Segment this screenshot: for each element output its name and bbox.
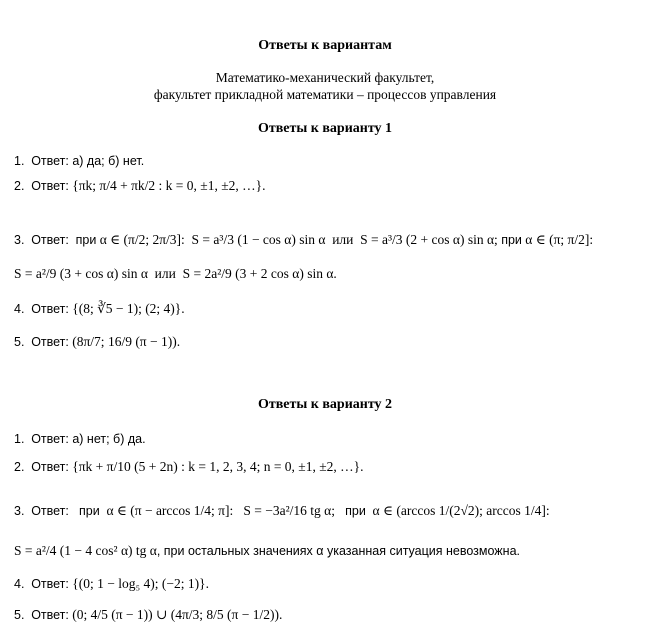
faculty-line-2: факультет прикладной математики – процессов управления [153, 87, 497, 102]
v2-a2-label: Ответ: [31, 460, 69, 474]
v2-a1-text: Ответ: а) нет; б) да. [31, 432, 146, 446]
v1-answer-5 [14, 334, 180, 350]
v1-a3-ili: или [332, 232, 354, 247]
v2-a1-num: 1. [14, 432, 25, 446]
v2-a3-math1: α ∈ (π − arccos 1/4; π]: [106, 503, 234, 518]
v2-answer-3-cont [14, 543, 520, 559]
v1-answer-2 [14, 178, 265, 194]
v2-answer-3 [14, 503, 550, 519]
v1-a4-num: 4. [14, 302, 25, 316]
v2-a3-pri2: при [345, 504, 366, 518]
v1-a3-math3: S = a³/3 (2 + cos α) sin α; [360, 232, 498, 247]
v1-a5-label: Ответ: [31, 335, 69, 349]
v1-answer-1 [14, 153, 144, 169]
v2-answer-2 [14, 459, 363, 475]
v1-a3c-math2: S = 2a²/9 (3 + 2 cos α) sin α. [182, 266, 337, 281]
variant2-title: Ответы к варианту 2 [257, 397, 393, 412]
v1-a5-math: (8π/7; 16/9 (π − 1)). [72, 334, 181, 349]
faculty-line-1: Математико-механический факультет, [215, 70, 435, 85]
v2-a5-math: (0; 4/5 (π − 1)) ∪ (4π/3; 8/5 (π − 1/2)). [72, 607, 283, 622]
v1-a4-label: Ответ: [31, 302, 69, 316]
v2-answer-4 [14, 576, 209, 592]
v1-a2-num: 2. [14, 179, 25, 193]
v2-a3-math2: S = −3a²/16 tg α; [243, 503, 335, 518]
v1-a3-num: 3. [14, 233, 25, 247]
v1-a3-pri: при [75, 233, 97, 247]
v2-a3c-text: , при остальных значениях α указанная ситуация невозможна. [156, 544, 520, 558]
v2-a4-math: {(0; 1 − log₅ 4); (−2; 1)}. [72, 576, 210, 591]
v1-a2-math: {πk; π/4 + πk/2 : k = 0, ±1, ±2, …}. [72, 178, 266, 193]
v1-a1-num: 1. [14, 154, 25, 168]
v2-a3-math3: α ∈ (arccos 1/(2√2); arccos 1/4]: [372, 503, 550, 518]
v2-a3-num: 3. [14, 504, 25, 518]
v2-a3c-math: S = a²/4 (1 − 4 cos² α) tg α [14, 543, 157, 558]
v1-a5-num: 5. [14, 335, 25, 349]
v1-a3-math2: S = a³/3 (1 − cos α) sin α [191, 232, 326, 247]
v2-a5-label: Ответ: [31, 608, 69, 622]
v1-a2-label: Ответ: [31, 179, 69, 193]
v2-a5-num: 5. [14, 608, 25, 622]
v1-answer-4 [14, 301, 185, 317]
page-heading: Ответы к вариантам [258, 38, 392, 53]
v1-a3c-ili: или [154, 266, 176, 281]
v2-a4-num: 4. [14, 577, 25, 591]
v2-answer-5 [14, 607, 282, 623]
v1-answer-3-cont [14, 266, 337, 282]
v2-a3-label: Ответ: [31, 504, 69, 518]
variant1-title: Ответы к варианту 1 [257, 121, 393, 136]
v1-a3-math4: α ∈ (π; π/2]: [525, 232, 594, 247]
v1-a3-label: Ответ: [31, 233, 69, 247]
v1-a3-pri2: при [501, 233, 522, 247]
v2-a4-label: Ответ: [31, 577, 69, 591]
v1-a1-text: Ответ: а) да; б) нет. [31, 154, 145, 168]
v1-a3c-math: S = a²/9 (3 + cos α) sin α [14, 266, 148, 281]
v2-a2-num: 2. [14, 460, 25, 474]
v1-a3-math1: α ∈ (π/2; 2π/3]: [99, 232, 185, 247]
v1-answer-3 [14, 232, 593, 248]
v2-answer-1 [14, 431, 146, 447]
v2-a3-pri: при [79, 504, 100, 518]
v1-a4-math: {(8; ∛5 − 1); (2; 4)}. [72, 301, 185, 316]
v2-a2-math: {πk + π/10 (5 + 2n) : k = 1, 2, 3, 4; n = 0, ±1, ±2, …}. [72, 459, 364, 474]
